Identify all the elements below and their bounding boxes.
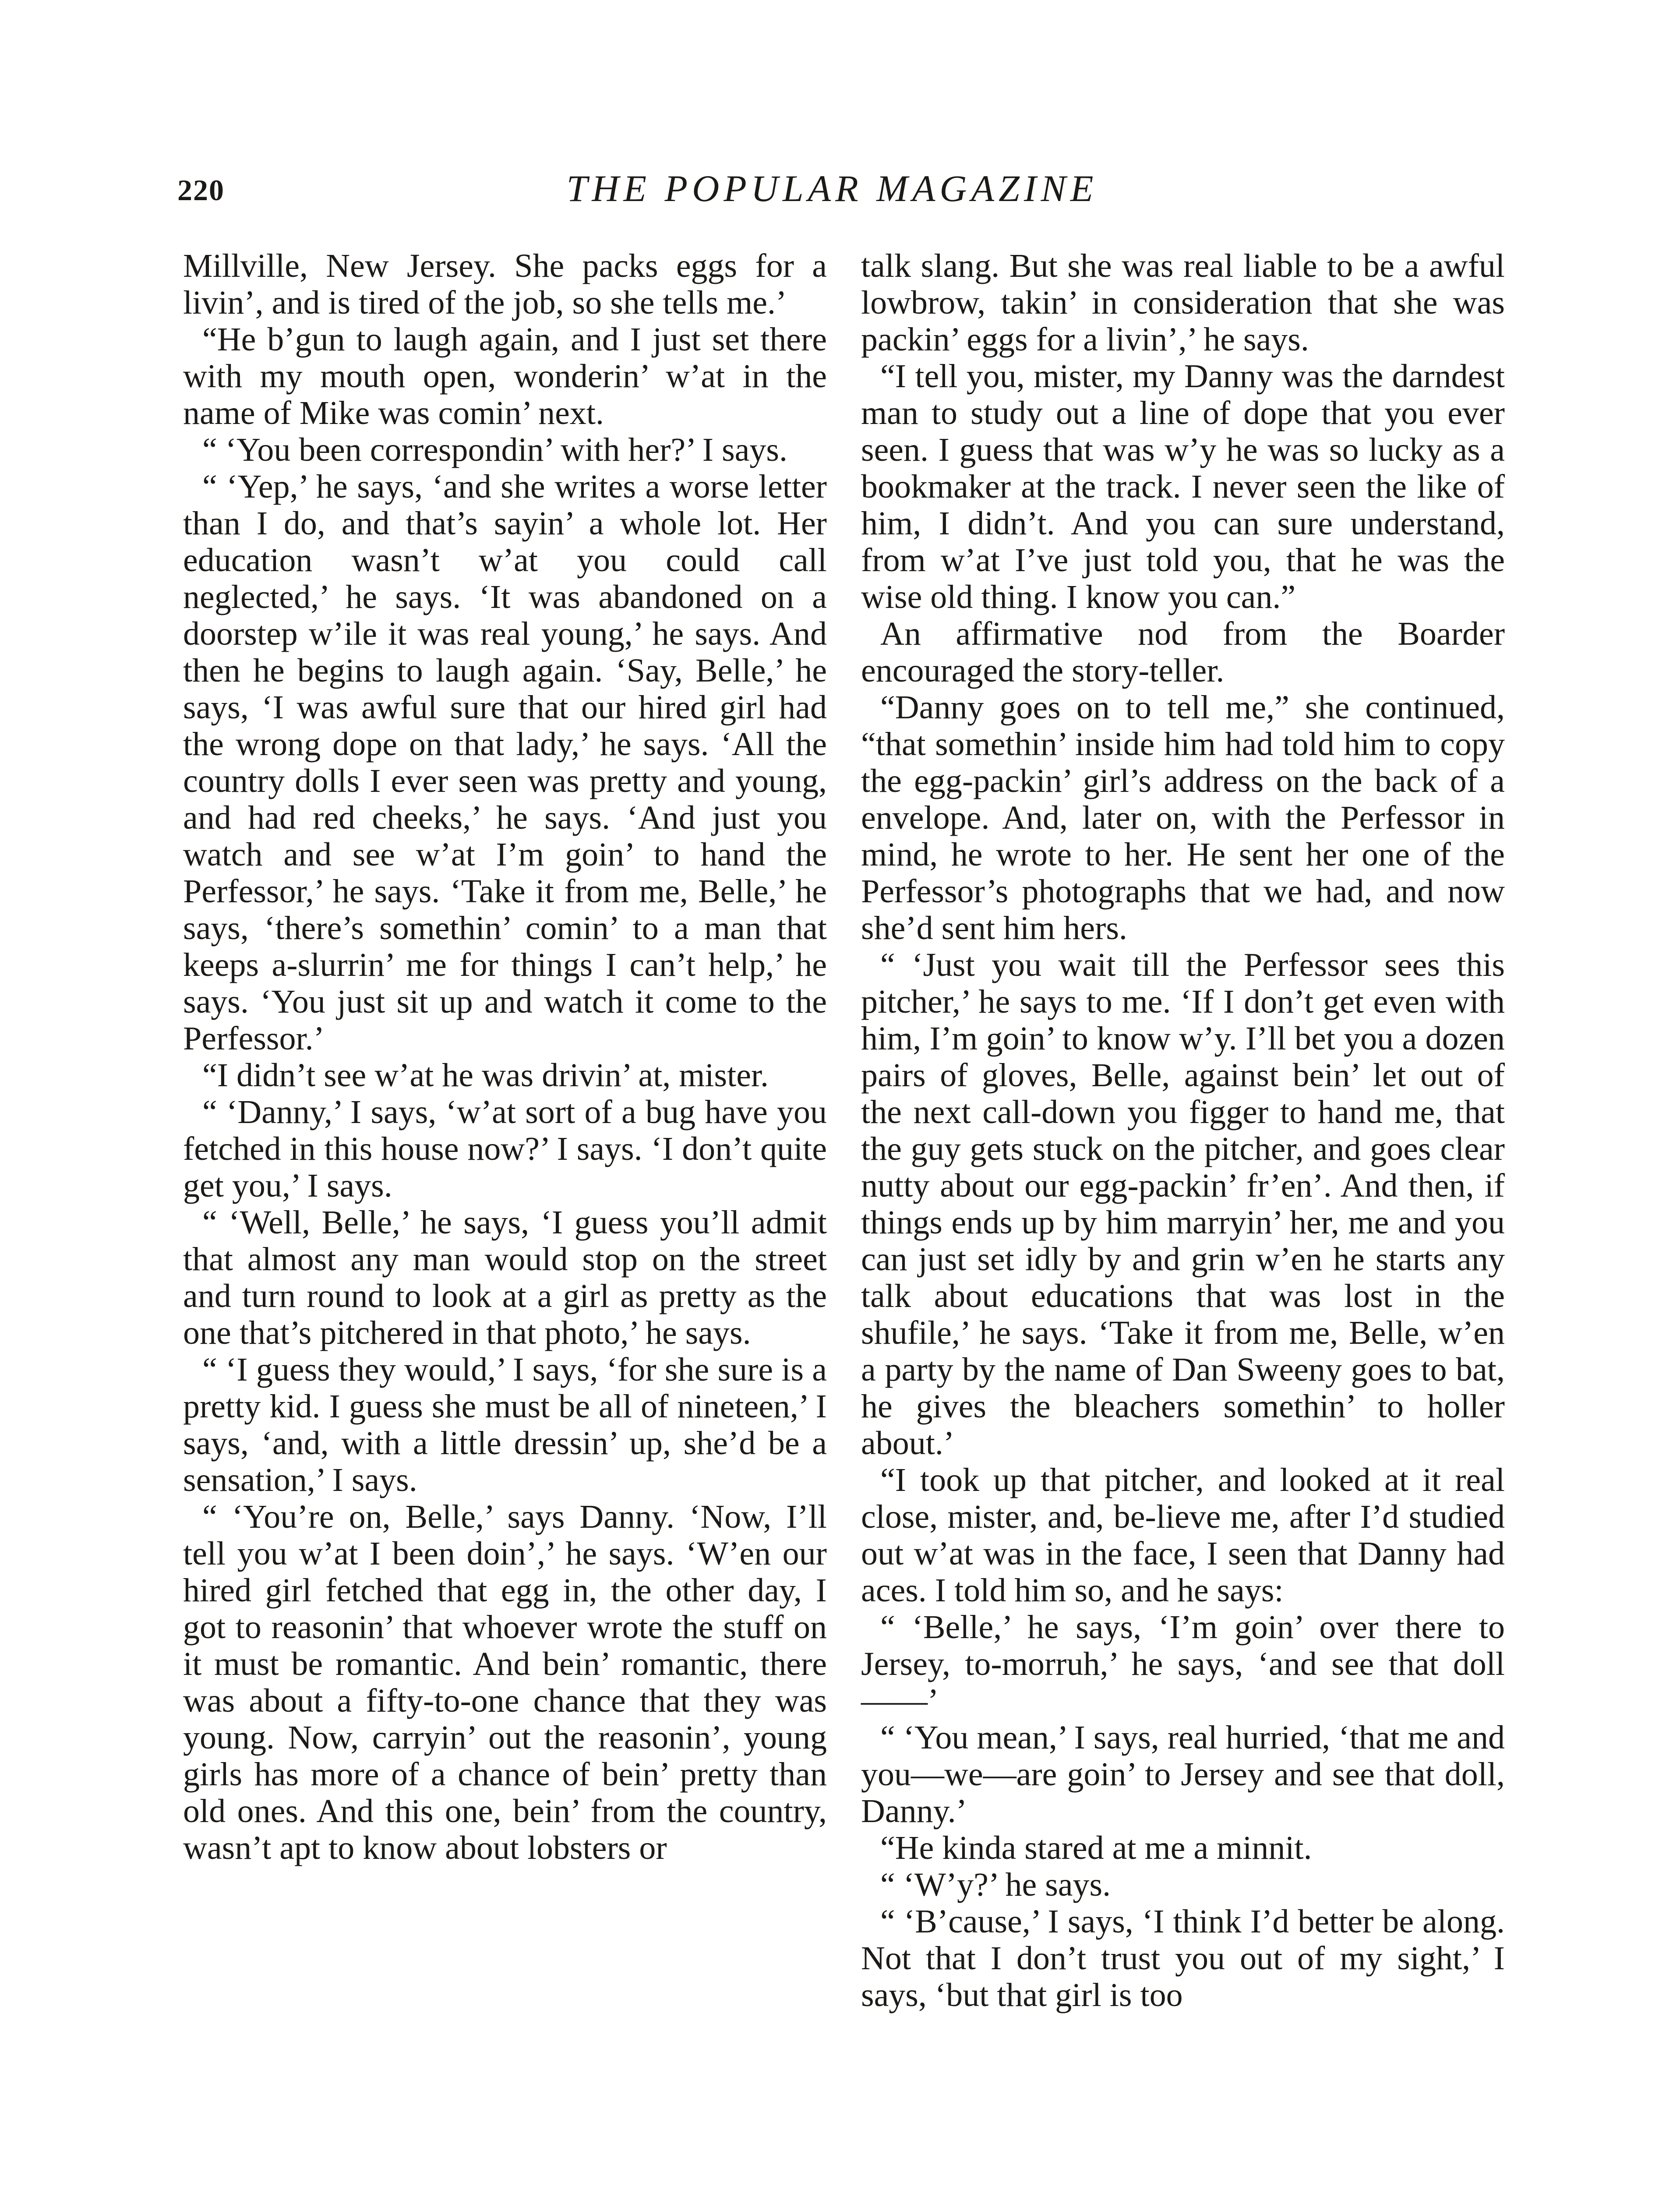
paragraph: “I took up that pitcher, and looked at it real close, mister, and, be-lieve me, after I’d studied out w’at was in the face, I seen that Danny had aces. I told him so, and he says: xyxy=(861,1462,1505,1609)
paragraph: “I didn’t see w’at he was drivin’ at, mister. xyxy=(202,1057,769,1094)
paragraph: “Danny goes on to tell me,” she continued, “that somethin’ inside him had told him to copy the egg-packin’ girl’s address on the back of a envelope. And, later on, with the Perfessor in mind, he wrote to her. He sent her one of the Perfessor’s photographs that we had, and now she’d sent him hers. xyxy=(861,689,1505,947)
paragraph: “ ‘You been correspondin’ with her?’ I says. xyxy=(202,431,787,468)
paragraph: talk slang. But she was real liable to be a awful lowbrow, takin’ in consideration that she was packin’ eggs for a livin’,’ he says. xyxy=(861,247,1505,358)
running-head: THE POPULAR MAGAZINE xyxy=(566,167,1098,209)
paragraph: “ ‘I guess they would,’ I says, ‘for she sure is a pretty kid. I guess she must be all of nineteen,’ I says, ‘and, with a little dressin’ up, she’d be a sensation,’ I says. xyxy=(183,1351,827,1498)
paragraph: “ ‘Well, Belle,’ he says, ‘I guess you’ll admit that almost any man would stop on the street and turn round to look at a girl as pretty as the one that’s pitchered in that photo,’ he says. xyxy=(183,1204,827,1351)
paragraph: “I tell you, mister, my Danny was the darndest man to study out a line of dope that you ever seen. I guess that was w’y he was so lucky as a bookmaker at the track. I never seen the like of him, I didn’t. And you can sure understand, from w’at I’ve just told you, that he was the wise old thing. I know you can.” xyxy=(861,358,1505,615)
page-number: 220 xyxy=(177,173,225,207)
paragraph: “ ‘Danny,’ I says, ‘w’at sort of a bug have you fetched in this house now?’ I says. ‘I don’t quite get you,’ I says. xyxy=(183,1094,827,1204)
paragraph: “ ‘B’cause,’ I says, ‘I think I’d better be along. Not that I don’t trust you out of my sight,’ I says, ‘but that girl is too xyxy=(861,1903,1505,2013)
paragraph: “ ‘Belle,’ he says, ‘I’m goin’ over there to Jersey, to-morruh,’ he says, ‘and see that doll——’ xyxy=(861,1609,1505,1719)
paragraph: “ ‘You’re on, Belle,’ says Danny. ‘Now, I’ll tell you w’at I been doin’,’ he says. ‘W’en our hired girl fetched that egg in, the other day, I got to reasonin’ that whoever wrote the stuff on it must be romantic. And bein’ romantic, there was about a fifty-to-one chance that they was young. Now, carryin’ out the reasonin’, young girls has more of a chance of bein’ pretty than old ones. And this one, bein’ from the country, wasn’t apt to know about lobsters or xyxy=(183,1498,827,1866)
paragraph: An affirmative nod from the Boarder encouraged the story-teller. xyxy=(861,615,1505,689)
paragraph: “ ‘You mean,’ I says, real hurried, ‘that me and you—we—are goin’ to Jersey and see that doll, Danny.’ xyxy=(861,1719,1505,1830)
paragraph: “He kinda stared at me a minnit. xyxy=(880,1830,1312,1866)
left-column xyxy=(183,247,827,1866)
paragraph: Millville, New Jersey. She packs eggs for a livin’, and is tired of the job, so she tells me.’ xyxy=(183,247,827,321)
paragraph: “He b’gun to laugh again, and I just set there with my mouth open, wonderin’ w’at in the name of Mike was comin’ next. xyxy=(183,321,827,431)
paragraph: “ ‘Just you wait till the Perfessor sees this pitcher,’ he says to me. ‘If I don’t get even with him, I’m goin’ to know w’y. I’ll bet you a dozen pairs of gloves, Belle, against bein’ let out of the next call-down you figger to hand me, that the guy gets stuck on the pitcher, and goes clear nutty about our egg-packin’ fr’en’. And then, if things ends up by him marryin’ her, me and you can just set idly by and grin w’en he starts any talk about educations that was lost in the shufile,’ he says. ‘Take it from me, Belle, w’en a party by the name of Dan Sweeny goes to bat, he gives the bleachers somethin’ to holler about.’ xyxy=(861,947,1505,1462)
paragraph: “ ‘Yep,’ he says, ‘and she writes a worse letter than I do, and that’s sayin’ a whole lot. Her education wasn’t w’at you could call neglected,’ he says. ‘It was abandoned on a doorstep w’ile it was real young,’ he says. And then he begins to laugh again. ‘Say, Belle,’ he says, ‘I was awful sure that our hired girl had the wrong dope on that lady,’ he says. ‘All the country dolls I ever seen was pretty and young, and had red cheeks,’ he says. ‘And just you watch and see w’at I’m goin’ to hand the Perfessor,’ he says. ‘Take it from me, Belle,’ he says, ‘there’s somethin’ comin’ to a man that keeps a-slurrin’ me for things I can’t help,’ he says. ‘You just sit up and watch it come to the Perfessor.’ xyxy=(183,468,827,1057)
paragraph: “ ‘W’y?’ he says. xyxy=(880,1866,1111,1903)
right-column xyxy=(861,247,1505,2013)
